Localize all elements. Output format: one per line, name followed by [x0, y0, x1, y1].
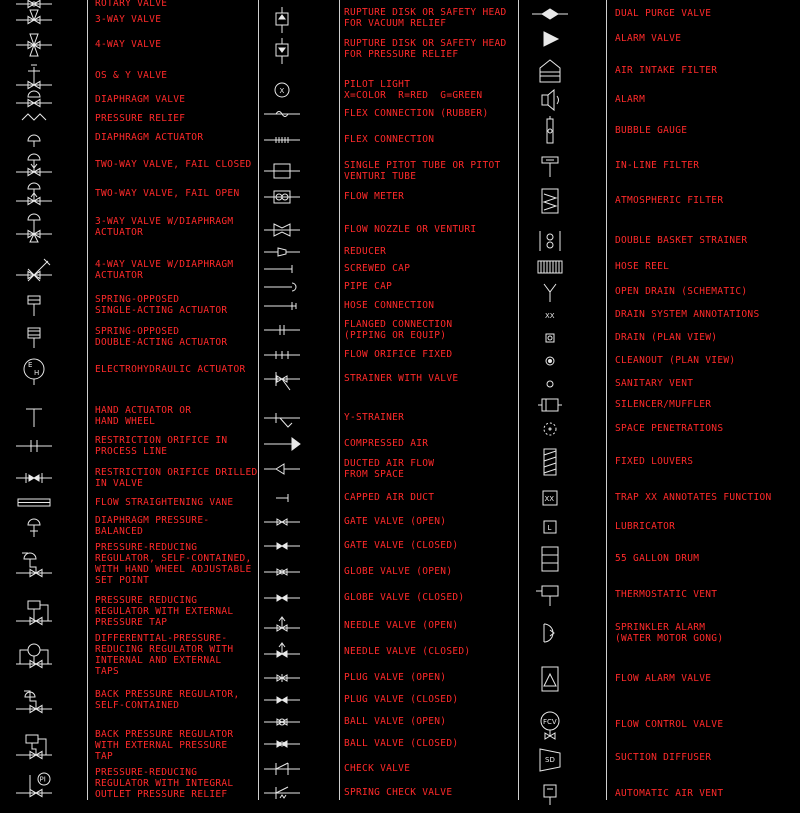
symbol-label: SPRING-OPPOSED SINGLE-ACTING ACTUATOR	[95, 294, 228, 316]
svg-text:FCV: FCV	[543, 718, 557, 726]
restriction-orifice-icon	[14, 431, 54, 461]
in-line-filter-icon	[530, 151, 570, 181]
symbol-label: OPEN DRAIN (SCHEMATIC)	[615, 286, 748, 297]
symbol-label: 3-WAY VALVE W/DIAPHRAGM ACTUATOR	[95, 216, 234, 238]
pressure-reducing-regulator-icon	[14, 549, 54, 579]
symbol-label: 4-WAY VALVE W/DIAPHRAGM ACTUATOR	[95, 259, 234, 281]
symbol-label: PLUG VALVE (CLOSED)	[344, 694, 459, 705]
gallon-drum-icon	[530, 544, 570, 574]
symbol-label: DUAL PURGE VALVE	[615, 8, 712, 19]
symbol-label: RESTRICTION ORIFICE IN PROCESS LINE	[95, 435, 228, 457]
symbol-label: Y-STRAINER	[344, 412, 405, 423]
lubricator-icon	[530, 512, 570, 542]
symbol-label: GATE VALVE (OPEN)	[344, 516, 447, 527]
ducted-air-flow-icon	[262, 454, 302, 484]
globe-valve-closed-icon	[262, 583, 302, 613]
column-divider	[606, 0, 607, 800]
symbol-label: FLOW CONTROL VALVE	[615, 719, 724, 730]
svg-text:SD: SD	[545, 756, 555, 764]
flex-connection-icon	[262, 125, 302, 155]
symbol-label: FLANGED CONNECTION (PIPING OR EQUIP)	[344, 319, 453, 341]
symbol-label: FLOW METER	[344, 191, 405, 202]
spring-check-valve-icon	[262, 778, 302, 808]
symbol-label: PIPE CAP	[344, 281, 393, 292]
symbol-label: AUTOMATIC AIR VENT	[615, 788, 724, 799]
svg-text:PI: PI	[39, 775, 46, 784]
spring-single-actuator-icon	[14, 290, 54, 320]
symbol-label: RUPTURE DISK OR SAFETY HEAD FOR PRESSURE RELIEF	[344, 38, 507, 60]
symbol-label: FLEX CONNECTION	[344, 134, 435, 145]
symbol-label: PRESSURE REDUCING REGULATOR WITH EXTERNAL PRESSURE TAP	[95, 595, 234, 628]
symbol-label: GLOBE VALVE (OPEN)	[344, 566, 453, 577]
symbol-label: ATMOSPHERIC FILTER	[615, 195, 724, 206]
symbol-label: DIAPHRAGM ACTUATOR	[95, 132, 204, 143]
symbol-label: SINGLE PITOT TUBE OR PITOT VENTURI TUBE	[344, 160, 501, 182]
symbol-label: SPACE PENETRATIONS	[615, 423, 724, 434]
symbol-label: DRAIN SYSTEM ANNOTATIONS	[615, 309, 760, 320]
symbol-label: STRAINER WITH VALVE	[344, 373, 459, 384]
svg-text:L: L	[547, 524, 552, 532]
symbol-label: ALARM VALVE	[615, 33, 682, 44]
symbol-label: FIXED LOUVERS	[615, 456, 694, 467]
thermostatic-vent-icon	[530, 580, 570, 610]
bubble-gauge-icon	[530, 116, 570, 146]
symbol-label: 55 GALLON DRUM	[615, 553, 700, 564]
symbol-label: ELECTROHYDRAULIC ACTUATOR	[95, 364, 246, 375]
symbol-label: SANITARY VENT	[615, 378, 694, 389]
symbol-label: DUCTED AIR FLOW FROM SPACE	[344, 458, 435, 480]
symbol-label: COMPRESSED AIR	[344, 438, 429, 449]
svg-text:H: H	[34, 369, 40, 377]
svg-text:XX: XX	[544, 495, 555, 503]
symbol-label: TWO-WAY VALVE, FAIL CLOSED	[95, 159, 252, 170]
pressure-reducing-external-icon	[14, 597, 54, 627]
diaphragm-pressure-balanced-icon	[14, 511, 54, 541]
symbol-label: SPRINKLER ALARM (WATER MOTOR GONG)	[615, 622, 724, 644]
rupture-disk-pressure-icon	[262, 34, 302, 64]
trap-icon	[530, 483, 570, 513]
symbol-label: DIAPHRAGM PRESSURE- BALANCED	[95, 515, 210, 537]
symbol-label: THERMOSTATIC VENT	[615, 589, 718, 600]
symbol-label: FLOW NOZZLE OR VENTURI	[344, 224, 477, 235]
symbol-label: BACK PRESSURE REGULATOR WITH EXTERNAL PRESSURE TAP	[95, 729, 234, 762]
hand-actuator-icon	[14, 401, 54, 431]
symbol-label: OS & Y VALVE	[95, 70, 168, 81]
symbol-label: DIAPHRAGM VALVE	[95, 94, 186, 105]
symbol-label: SCREWED CAP	[344, 263, 411, 274]
symbol-label: REDUCER	[344, 246, 387, 257]
symbol-label: FLOW ALARM VALVE	[615, 673, 712, 684]
symbol-label: RUPTURE DISK OR SAFETY HEAD FOR VACUUM RELIEF	[344, 7, 507, 29]
three-way-diaphragm-icon	[14, 212, 54, 242]
symbol-label: ROTARY VALVE	[95, 0, 168, 9]
symbol-label: IN-LINE FILTER	[615, 160, 700, 171]
symbol-label: PLUG VALVE (OPEN)	[344, 672, 447, 683]
symbol-label: BALL VALVE (CLOSED)	[344, 738, 459, 749]
symbol-label: PILOT LIGHT X=COLOR R=RED G=GREEN	[344, 79, 483, 101]
alarm-icon	[530, 85, 570, 115]
sprinkler-alarm-icon	[530, 618, 570, 648]
symbol-label: SILENCER/MUFFLER	[615, 399, 712, 410]
symbol-label: CAPPED AIR DUCT	[344, 492, 435, 503]
two-way-fail-closed-icon	[14, 150, 54, 180]
svg-text:XX: XX	[545, 312, 555, 320]
symbol-label: ALARM	[615, 94, 646, 105]
symbol-label: BALL VALVE (OPEN)	[344, 716, 447, 727]
symbol-label: 4-WAY VALVE	[95, 39, 162, 50]
symbol-label: DRAIN (PLAN VIEW)	[615, 332, 718, 343]
back-pressure-external-icon	[14, 731, 54, 761]
alarm-valve-icon	[530, 24, 570, 54]
atmospheric-filter-icon	[530, 186, 570, 216]
symbol-label: FLOW STRAIGHTENING VANE	[95, 497, 234, 508]
symbol-label: HOSE CONNECTION	[344, 300, 435, 311]
symbol-label: HOSE REEL	[615, 261, 670, 272]
differential-pressure-regulator-icon	[14, 640, 54, 670]
two-way-fail-open-icon	[14, 179, 54, 209]
back-pressure-regulator-icon	[14, 685, 54, 715]
column-divider	[258, 0, 259, 800]
symbol-label: PRESSURE-REDUCING REGULATOR WITH INTEGRAL OUTLET PRESSURE RELIEF	[95, 767, 234, 800]
symbol-label: HAND ACTUATOR OR HAND WHEEL	[95, 405, 192, 427]
flow-meter-icon	[262, 182, 302, 212]
symbol-label: PRESSURE RELIEF	[95, 113, 186, 124]
symbol-label: 3-WAY VALVE	[95, 14, 162, 25]
space-penetrations-icon	[530, 414, 570, 444]
rupture-disk-vacuum-icon	[262, 3, 302, 33]
symbol-label: GLOBE VALVE (CLOSED)	[344, 592, 465, 603]
suction-diffuser-icon	[530, 743, 570, 773]
flow-control-valve-icon	[530, 710, 570, 740]
symbol-label: DIFFERENTIAL-PRESSURE- REDUCING REGULATOR WITH INTERNAL AND EXTERNAL TAPS	[95, 633, 234, 677]
automatic-air-vent-icon	[530, 779, 570, 809]
symbol-label: TRAP XX ANNOTATES FUNCTION	[615, 492, 772, 503]
symbol-label: LUBRICATOR	[615, 521, 676, 532]
svg-text:X: X	[279, 87, 285, 95]
symbol-label: SPRING-OPPOSED DOUBLE-ACTING ACTUATOR	[95, 326, 228, 348]
flow-alarm-valve-icon	[530, 664, 570, 694]
diaphragm-actuator-icon	[14, 123, 54, 153]
air-intake-filter-icon	[530, 56, 570, 86]
symbol-label: NEEDLE VALVE (OPEN)	[344, 620, 459, 631]
four-way-valve-icon	[14, 30, 54, 60]
column-divider	[518, 0, 519, 800]
electrohydraulic-actuator-icon	[14, 355, 54, 385]
symbol-label: BUBBLE GAUGE	[615, 125, 688, 136]
strainer-with-valve-icon	[262, 364, 302, 394]
symbol-label: NEEDLE VALVE (CLOSED)	[344, 646, 471, 657]
symbol-label: BACK PRESSURE REGULATOR, SELF-CONTAINED	[95, 689, 240, 711]
column-divider	[339, 0, 340, 800]
column-divider	[87, 0, 88, 800]
symbol-label: PRESSURE-REDUCING REGULATOR, SELF-CONTAINED, WITH HAND WHEEL ADJUSTABLE SET POINT	[95, 542, 252, 586]
symbol-label: RESTRICTION ORIFICE DRILLED IN VALVE	[95, 467, 258, 489]
symbol-label: CHECK VALVE	[344, 763, 411, 774]
symbol-label: GATE VALVE (CLOSED)	[344, 540, 459, 551]
symbol-label: AIR INTAKE FILTER	[615, 65, 718, 76]
svg-text:E: E	[28, 361, 33, 369]
symbol-label: SUCTION DIFFUSER	[615, 752, 712, 763]
symbol-label: FLEX CONNECTION (RUBBER)	[344, 108, 489, 119]
symbol-label: TWO-WAY VALVE, FAIL OPEN	[95, 188, 240, 199]
symbol-label: FLOW ORIFICE FIXED	[344, 349, 453, 360]
spring-double-actuator-icon	[14, 322, 54, 352]
four-way-diaphragm-icon	[14, 255, 54, 285]
pressure-reducing-relief-icon	[14, 769, 54, 799]
fixed-louvers-icon	[530, 447, 570, 477]
symbol-label: DOUBLE BASKET STRAINER	[615, 235, 748, 246]
symbol-label: CLEANOUT (PLAN VIEW)	[615, 355, 736, 366]
symbol-label: SPRING CHECK VALVE	[344, 787, 453, 798]
